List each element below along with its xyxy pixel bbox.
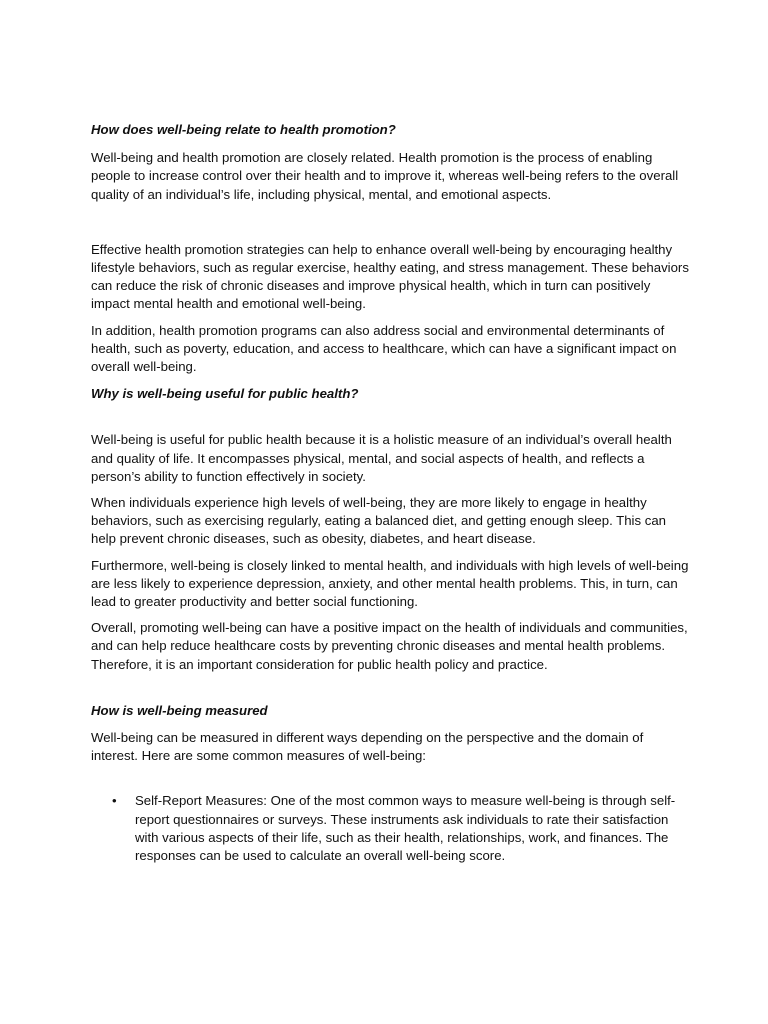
paragraph-holistic-measure: Well-being is useful for public health because it is a holistic measure of an individual’s overall health and quality of life. It encompasses physical, mental, and social aspects of health, and reflects a person’s ability to function effectively in society. — [91, 432, 672, 484]
bullet-icon: • — [112, 793, 117, 809]
paragraph-determinants: In addition, health promotion programs can also address social and environmental determinants of health, such as poverty, education, and access to healthcare, which can have a significant impact on overall well-being. — [91, 322, 677, 375]
paragraph-measures-intro: Well-being can be measured in different ways depending on the perspective and the domain of interest. Here are some common measures of well-being: — [91, 730, 644, 764]
paragraph-overall: Overall, promoting well-being can have a positive impact on the health of individuals and communities, and can help reduce healthcare costs by preventing chronic diseases and mental health problems. Therefore, it is an important consideration for public health policy and practice. — [91, 620, 688, 672]
section-heading-health-promotion: How does well-being relate to health promotion? — [91, 122, 396, 137]
paragraph-strategies: Effective health promotion strategies can help to enhance overall well-being by encouraging healthy lifestyle behaviors, such as regular exercise, healthy eating, and stress management. These behaviors can reduce the risk of chronic diseases and improve physical health, which in turn can positively impact mental health and emotional well-being. — [91, 241, 689, 312]
document-page — [91, 121, 691, 865]
section-heading-public-health: Why is well-being useful for public health? — [91, 386, 359, 402]
paragraph-mental-health: Furthermore, well-being is closely linked to mental health, and individuals with high levels of well-being are less likely to experience depression, anxiety, and other mental health problems. This, in turn, can lead to greater productivity and better social functioning. — [91, 557, 689, 610]
paragraph-healthy-behaviors: When individuals experience high levels of well-being, they are more likely to engage in healthy behaviors, such as exercising regularly, eating a balanced diet, and getting enough sleep. This can help prevent chronic diseases, such as obesity, diabetes, and heart disease. — [91, 495, 667, 547]
section-heading-measurement: How is well-being measured — [91, 702, 268, 718]
paragraph-definition: Well-being and health promotion are closely related. Health promotion is the process of enabling people to increase control over their health and to improve it, whereas well-being refers to the overall quality of an individual’s life, including physical, mental, and emotional aspects. — [91, 150, 679, 202]
measures-list — [91, 792, 691, 865]
list-item — [91, 792, 691, 865]
list-item-text: Self-Report Measures: One of the most common ways to measure well-being is through self-report questionnaires or surveys. These instruments ask individuals to rate their satisfaction with various aspects of their life, such as their health, relationships, work, and finances. The responses can be used to calculate an overall well-being score. — [135, 793, 676, 864]
